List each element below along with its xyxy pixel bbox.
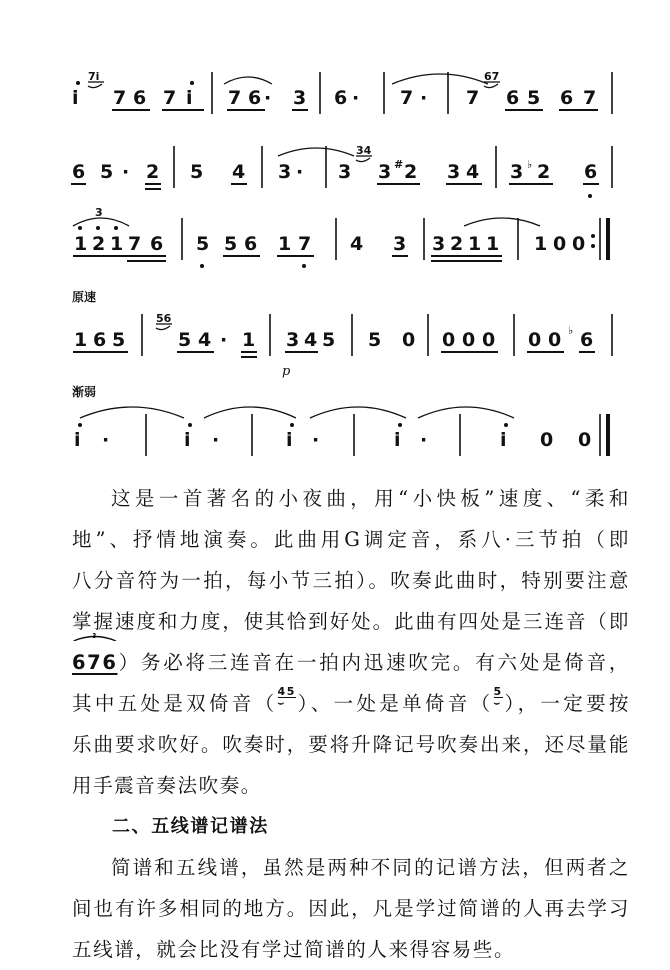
note: 7 <box>298 233 312 255</box>
note: i <box>74 429 81 451</box>
note: 3 <box>393 233 407 255</box>
note: 1 <box>534 233 548 255</box>
grace-note: 67 <box>484 70 500 83</box>
note: 4 <box>232 161 246 183</box>
grace-note: 34 <box>356 144 372 157</box>
score-row-1 <box>72 70 612 114</box>
paragraph-line: 地”、抒情地演奏。此曲用G调定音，系八·三节拍（即 <box>72 528 630 551</box>
note: 7 <box>163 87 177 109</box>
score-row-5 <box>71 384 608 456</box>
note: 6 <box>506 87 520 109</box>
note: 7 <box>128 233 142 255</box>
paragraph-line: 间也有许多相同的地方。因此，凡是学过简谱的人再去学习 <box>72 897 630 920</box>
rest: 0 <box>572 233 586 255</box>
note: 5 <box>100 161 114 183</box>
paragraph-line: 乐曲要求吹好。吹奏时，要将升降记号吹奏出来，还尽量能 <box>72 733 630 756</box>
note: 5 <box>190 161 204 183</box>
note: 3 <box>432 233 446 255</box>
note: 3 <box>293 87 307 109</box>
dot: · <box>220 329 228 351</box>
note: 2 <box>92 233 106 255</box>
sharp-sign: # <box>394 158 404 171</box>
note: 4 <box>304 329 318 351</box>
note: 3 <box>510 161 524 183</box>
note: 3 <box>286 329 300 351</box>
note: 2 <box>450 233 464 255</box>
rest: 0 <box>548 329 562 351</box>
note: 6 <box>248 87 262 109</box>
note: 6 <box>560 87 574 109</box>
note: 2 <box>146 161 160 183</box>
note: 7 <box>228 87 242 109</box>
jianpu-score <box>0 0 670 470</box>
svg-text:3: 3 <box>92 633 98 641</box>
note: 5 <box>112 329 126 351</box>
note: 4 <box>198 329 212 351</box>
grace-note: 7i <box>88 70 100 83</box>
note: 3 <box>378 161 392 183</box>
paragraph-line: 掌握速度和力度，使其恰到好处。此曲有四处是三连音（即 <box>72 610 630 633</box>
rest: 0 <box>578 429 592 451</box>
note: 1 <box>74 233 88 255</box>
rest: 0 <box>442 329 456 351</box>
note: 3 <box>447 161 461 183</box>
single-grace-example: 5 ⌣ <box>493 685 503 709</box>
note: 6 <box>584 161 598 183</box>
rest: 0 <box>402 329 416 351</box>
note: 7 <box>466 87 480 109</box>
note: 7 <box>113 87 127 109</box>
note: 6 <box>72 161 86 183</box>
dynamic-text: 渐弱 <box>72 385 97 399</box>
note: 7 <box>583 87 597 109</box>
rest: 0 <box>553 233 567 255</box>
note: 7 <box>400 87 414 109</box>
note: 5 <box>224 233 238 255</box>
dot: · <box>212 429 220 451</box>
flat-sign: ♭ <box>527 158 533 171</box>
paragraph-line: 用手震音奏法吹奏。 <box>72 774 262 797</box>
tempo-marking: 原速 <box>72 290 97 304</box>
note: 6 <box>334 87 348 109</box>
note: 1 <box>486 233 500 255</box>
dot: · <box>296 161 304 183</box>
note: i <box>286 429 293 451</box>
note: 1 <box>278 233 292 255</box>
double-grace-example: 45 ⌣ <box>277 685 297 709</box>
rest: 0 <box>528 329 542 351</box>
rest: 0 <box>482 329 496 351</box>
paragraph-line: 八分音符为一拍，每小节三拍）。吹奏此曲时，特别要注意 <box>72 569 630 592</box>
note: i <box>394 429 401 451</box>
note: 3 <box>278 161 292 183</box>
dot: · <box>420 429 428 451</box>
note: i <box>72 87 79 109</box>
dot: · <box>420 87 428 109</box>
dot: · <box>312 429 320 451</box>
note: 4 <box>466 161 480 183</box>
score-row-4 <box>72 289 612 379</box>
note: i <box>184 429 191 451</box>
grace-note: 56 <box>156 312 172 325</box>
flat-sign: ♭ <box>568 324 574 337</box>
section-heading: 二、五线谱记谱法 <box>112 816 269 837</box>
body-text <box>72 478 630 970</box>
rest: 0 <box>462 329 476 351</box>
note: 6 <box>150 233 164 255</box>
note: 6 <box>244 233 258 255</box>
note: 5 <box>196 233 210 255</box>
dot: · <box>122 161 130 183</box>
score-row-3 <box>73 206 608 268</box>
note: 6 <box>580 329 594 351</box>
note: 4 <box>350 233 364 255</box>
dot: · <box>264 87 272 109</box>
note: 2 <box>537 161 551 183</box>
paragraph-line: 这是一首著名的小夜曲，用“小快板”速度、“柔和 <box>111 487 630 510</box>
note: i <box>186 87 193 109</box>
paragraph-line: 3 676）务必将三连音在一拍内迅速吹完。有六处是倚音， <box>72 642 630 683</box>
note: 5 <box>368 329 382 351</box>
dot: · <box>102 429 110 451</box>
note: 2 <box>404 161 418 183</box>
paragraph-line: 其中五处是双倚音（ 45 ⌣ ）、一处是单倚音（ 5 ⌣ ），一定要按 <box>72 685 631 715</box>
rest: 0 <box>540 429 554 451</box>
note: 1 <box>110 233 124 255</box>
paragraph-line: 五线谱，就会比没有学过简谱的人来得容易些。 <box>72 938 516 961</box>
note: i <box>500 429 507 451</box>
dynamic-marking: p <box>282 364 291 379</box>
score-row-2 <box>71 144 612 198</box>
note: 5 <box>178 329 192 351</box>
dot: · <box>352 87 360 109</box>
note: 1 <box>242 329 256 351</box>
paragraph-line: 简谱和五线谱，虽然是两种不同的记谱方法，但两者之 <box>111 856 630 879</box>
note: 5 <box>322 329 336 351</box>
note: 1 <box>74 329 88 351</box>
note: 3 <box>338 161 352 183</box>
note: 6 <box>93 329 107 351</box>
note: 1 <box>468 233 482 255</box>
note: 6 <box>133 87 147 109</box>
note: 5 <box>527 87 541 109</box>
triplet-example: 3 676 <box>72 633 118 674</box>
triplet-mark: 3 <box>95 206 103 219</box>
